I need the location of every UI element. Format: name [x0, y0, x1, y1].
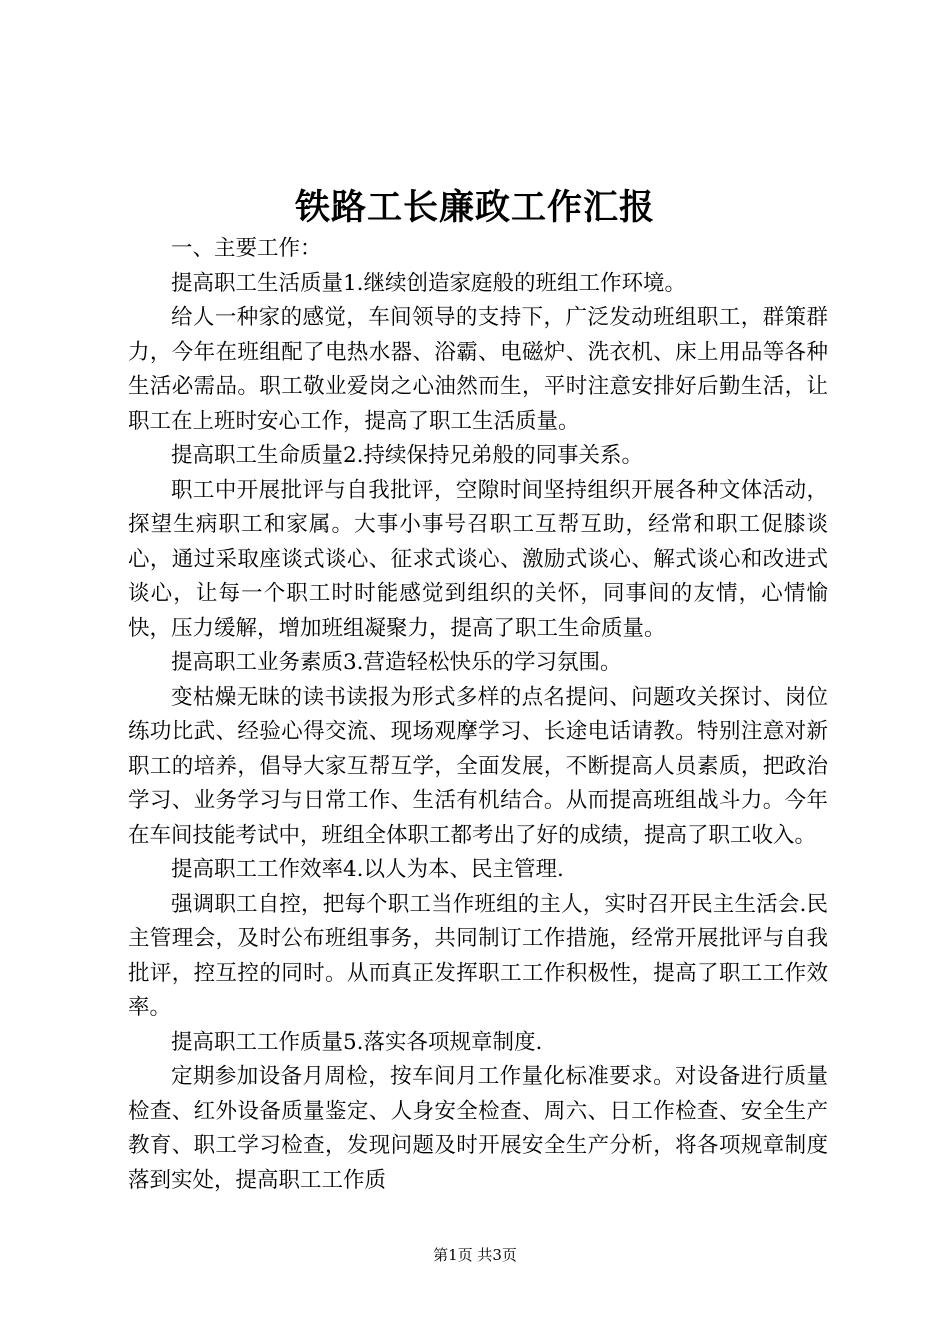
page-footer: 第1页 共3页 — [433, 1246, 517, 1264]
paragraph: 提高职工工作质量5.落实各项规章制度. — [171, 1029, 543, 1055]
paragraph: 提高职工业务素质3.营造轻松快乐的学习氛围。 — [171, 650, 622, 675]
paragraph: 给人一种家的感觉，车间领导的支持下，广泛发动班组职工，群策群力，今年在班组配了电热水器、浴霸、电磁炉、洗衣机、床上用品等各种生活必需品。职工敬业爱岗之心油然而生，平时注意安排好后勤生活，让职工在上班时安心工作，提高了职工生活质量。 — [128, 305, 828, 434]
paragraph: 提高职工生命质量2.持续保持兄弟般的同事关系。 — [171, 443, 644, 468]
paragraph: 一、主要工作： — [171, 236, 322, 261]
paragraph: 提高职工工作效率4.以人为本、民主管理. — [171, 857, 564, 882]
paragraph: 提高职工生活质量1.继续创造家庭般的班组工作环境。 — [171, 270, 687, 296]
paragraph: 强调职工自控，把每个职工当作班组的主人，实时召开民主生活会.民主管理会，及时公布班组事务，共同制订工作措施，经常开展批评与自我批评，控互控的同时。从而真正发挥职工工作积极性，提高了职工工作效率。 — [128, 891, 828, 1020]
paragraph: 变枯燥无昧的读书读报为形式多样的点名提问、问题攻关探讨、岗位练功比武、经验心得交流、现场观摩学习、长途电话请教。特别注意对新职工的培养，倡导大家互帮互学，全面发展，不断提高人员素质，把政治学习、业务学习与日常工作、生活有机结合。从而提高班组战斗力。今年在车间技能考试中，班组全体职工都考出了好的成绩，提高了职工收入。 — [128, 684, 828, 848]
document-title: 铁路工长廉政工作汇报 — [294, 187, 655, 228]
document-body — [128, 232, 828, 1198]
paragraph: 定期参加设备月周检，按车间月工作量化标准要求。对设备进行质量检查、红外设备质量鉴定、人身安全检查、周六、日工作检查、安全生产教育、职工学习检查，发现问题及时开展安全生产分析，将各项规章制度落到实处，提高职工工作质 — [128, 1064, 828, 1193]
paragraph: 职工中开展批评与自我批评，空隙时间坚持组织开展各种文体活动，探望生病职工和家属。大事小事号召职工互帮互助，经常和职工促膝谈心，通过采取座谈式谈心、征求式谈心、激励式谈心、解式谈心和改进式谈心，让每一个职工时时能感觉到组织的关怀，同事间的友情，心情愉快，压力缓解，增加班组凝聚力，提高了职工生命质量。 — [128, 477, 828, 641]
